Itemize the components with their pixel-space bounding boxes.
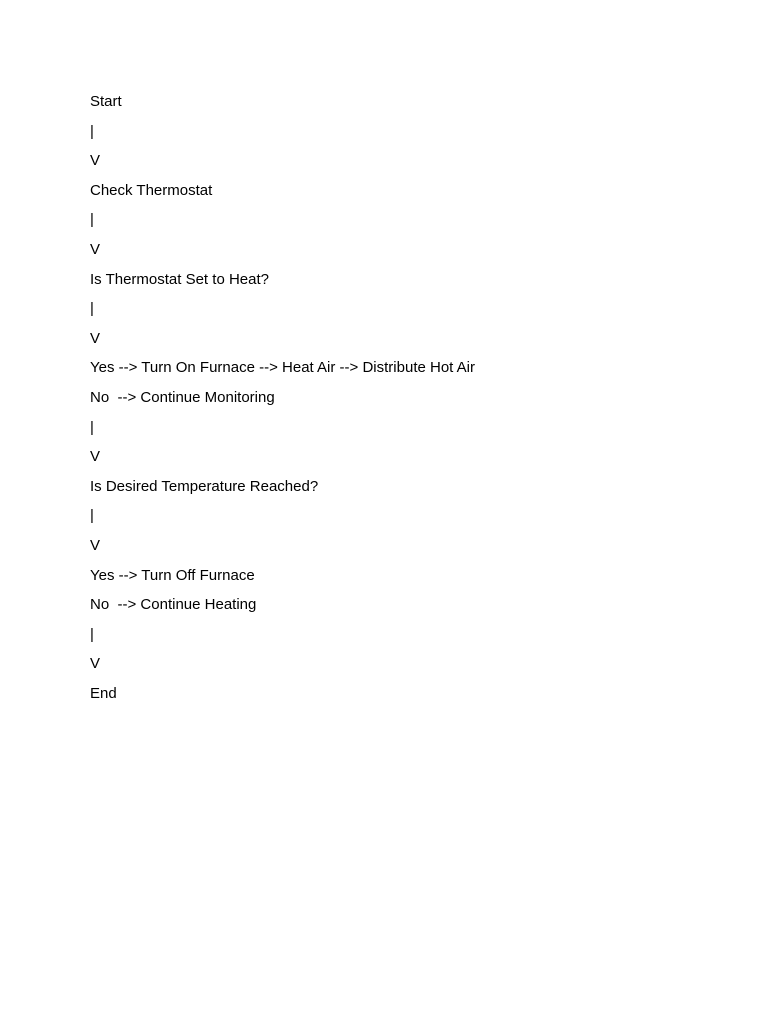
flow-connector-arrow: V: [90, 655, 101, 673]
flow-decision-temperature: Is Desired Temperature Reached?: [90, 477, 319, 495]
flow-no-branch-monitor: No --> Continue Monitoring: [90, 388, 275, 406]
flow-start: Start: [90, 93, 122, 110]
flow-connector-arrow: V: [90, 448, 101, 466]
flow-yes-branch-heat: Yes --> Turn On Furnace --> Heat Air --> Distribute Hot Air: [90, 359, 476, 377]
flow-connector-pipe: |: [90, 507, 94, 525]
flow-connector-pipe: |: [90, 122, 94, 140]
flow-connector-pipe: |: [90, 300, 94, 318]
flow-connector-pipe: |: [90, 418, 94, 436]
flow-decision-heat: Is Thermostat Set to Heat?: [90, 270, 269, 288]
flowchart-text: [90, 91, 475, 712]
flow-no-branch-heating: No --> Continue Heating: [90, 596, 257, 614]
flow-check-thermostat: Check Thermostat: [90, 181, 213, 199]
flow-end: End: [90, 684, 117, 702]
flow-yes-branch-off: Yes --> Turn Off Furnace: [90, 566, 255, 584]
flow-connector-arrow: V: [90, 536, 101, 554]
flow-connector-pipe: |: [90, 211, 94, 229]
flow-connector-arrow: V: [90, 240, 101, 258]
flow-connector-arrow: V: [90, 329, 101, 347]
flow-connector-arrow: V: [90, 152, 101, 170]
flow-connector-pipe: |: [90, 625, 94, 643]
